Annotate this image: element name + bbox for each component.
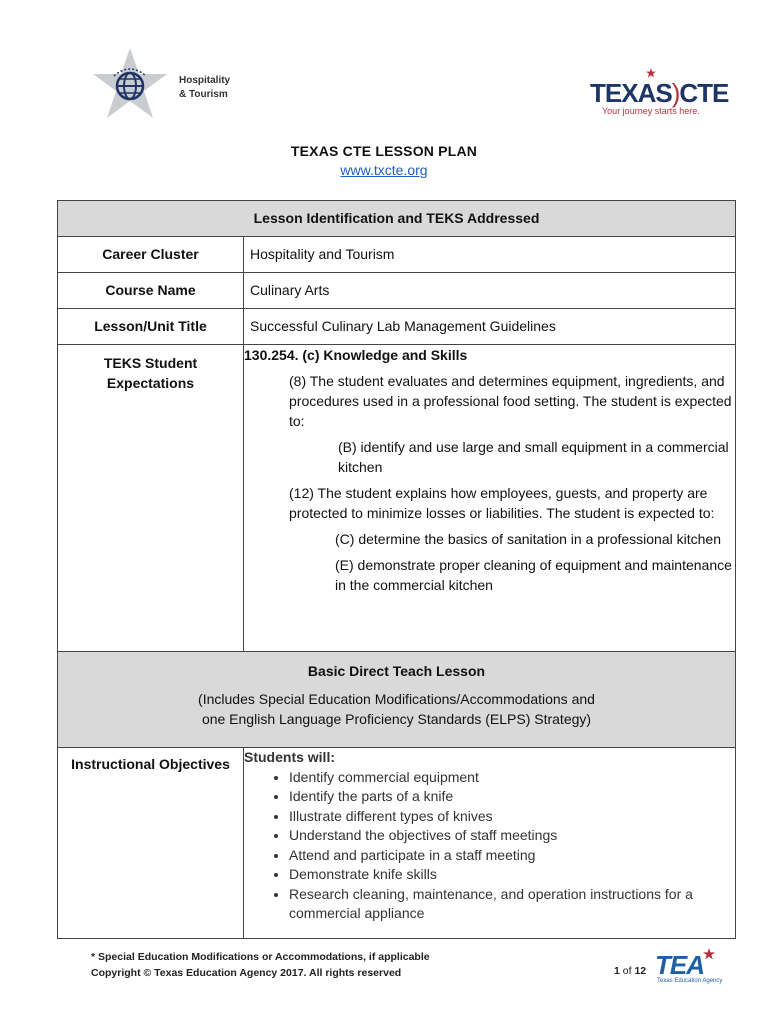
basic-lesson-line2: one English Language Proficiency Standards (ELPS) Strategy)	[201, 711, 592, 727]
teks-item-8b: (B) identify and use large and small equipment in a commercial kitchen	[338, 439, 729, 475]
table-row-basic-lesson	[58, 652, 736, 748]
star-globe-icon	[90, 46, 170, 126]
hospitality-tourism-logo	[90, 46, 240, 126]
table-row-teks	[58, 345, 736, 652]
page-title: TEXAS CTE LESSON PLAN	[290, 143, 478, 159]
list-item: • Understand the objectives of staff meetings	[289, 826, 735, 846]
list-item: • Illustrate different types of knives	[289, 807, 735, 827]
list-item: • Attend and participate in a staff meeting	[289, 846, 735, 866]
page-number	[614, 965, 646, 977]
tea-star-icon	[703, 948, 715, 960]
objectives-label: Instructional Objectives	[71, 756, 230, 772]
lesson-title-value: Successful Culinary Lab Management Guidelines	[250, 318, 556, 334]
page-of: of	[622, 965, 632, 977]
footer	[91, 949, 430, 981]
page-total: 12	[634, 965, 647, 977]
teks-item-12: (12) The student explains how employees, guests, and property are protected to minimize losses or liabilities. The student is expected to:	[289, 485, 715, 521]
objectives-label-cell	[58, 748, 244, 939]
tea-logo	[655, 950, 725, 990]
course-name-label-cell	[58, 273, 244, 309]
table-row-lesson-title	[58, 309, 736, 345]
footer-note: * Special Education Modifications or Accommodations, if applicable	[91, 951, 430, 963]
lesson-plan-table	[57, 200, 736, 939]
objectives-intro: Students will:	[244, 749, 335, 765]
footer-copyright: Copyright © Texas Education Agency 2017. All rights reserved	[91, 967, 402, 979]
logo-left-line1: Hospitality	[179, 75, 231, 86]
red-star-icon	[646, 68, 656, 78]
teks-heading: 130.254. (c) Knowledge and Skills	[244, 347, 468, 363]
objectives-content-cell	[244, 748, 736, 939]
course-name-value-cell	[244, 273, 736, 309]
logo-left-label	[179, 74, 230, 102]
list-item: • Identify commercial equipment	[289, 768, 735, 788]
basic-lesson-line1: (Includes Special Education Modifications/Accommodations and	[198, 691, 595, 707]
teks-item-12c: (C) determine the basics of sanitation in a professional kitchen	[335, 531, 721, 547]
swoosh-icon: )	[671, 78, 680, 108]
texas-cte-logo	[590, 66, 729, 126]
career-cluster-value-cell	[244, 237, 736, 273]
texas-cte-wordmark	[590, 78, 728, 109]
teks-label-line2: Expectations	[106, 375, 195, 391]
career-cluster-value: Hospitality and Tourism	[250, 246, 395, 262]
lesson-title-label: Lesson/Unit Title	[94, 318, 207, 334]
section-title: Lesson Identification and TEKS Addressed	[253, 210, 540, 226]
list-item: • Research cleaning, maintenance, and operation instructions for a commercial appliance	[289, 885, 735, 924]
lesson-title-label-cell	[58, 309, 244, 345]
texas-word: TEXAS	[590, 78, 672, 108]
basic-lesson-cell	[58, 652, 736, 748]
teks-item-8: (8) The student evaluates and determines equipment, ingredients, and procedures used in a professional food setting. The student is expected to:	[289, 373, 732, 429]
section-header-lesson-identification	[58, 201, 736, 237]
lesson-title-value-cell	[244, 309, 736, 345]
table-row-career-cluster	[58, 237, 736, 273]
title-block	[0, 143, 768, 178]
teks-label-cell	[58, 345, 244, 652]
cte-word: CTE	[679, 78, 729, 108]
course-name-label: Course Name	[105, 282, 196, 298]
logo-tagline: Your journey starts here.	[602, 106, 700, 116]
teks-content-cell	[244, 345, 736, 652]
list-item: • Identify the parts of a knife	[289, 787, 735, 807]
tea-wordmark: TEA	[655, 950, 704, 980]
teks-item-12e: (E) demonstrate proper cleaning of equipment and maintenance in the commercial kitchen	[335, 557, 732, 593]
objectives-list	[244, 768, 735, 924]
course-name-value: Culinary Arts	[250, 282, 330, 298]
teks-label-line1: TEKS Student	[103, 355, 198, 371]
logo-left-line2: & Tourism	[179, 89, 228, 100]
table-row-course-name	[58, 273, 736, 309]
website-link[interactable]: www.txcte.org	[340, 162, 428, 178]
page-current: 1	[614, 965, 620, 977]
tea-subtitle: Texas Education Agency	[657, 978, 723, 984]
career-cluster-label: Career Cluster	[102, 246, 199, 262]
basic-lesson-heading: Basic Direct Teach Lesson	[307, 663, 486, 679]
list-item: • Demonstrate knife skills	[289, 865, 735, 885]
career-cluster-label-cell	[58, 237, 244, 273]
table-row-objectives	[58, 748, 736, 939]
